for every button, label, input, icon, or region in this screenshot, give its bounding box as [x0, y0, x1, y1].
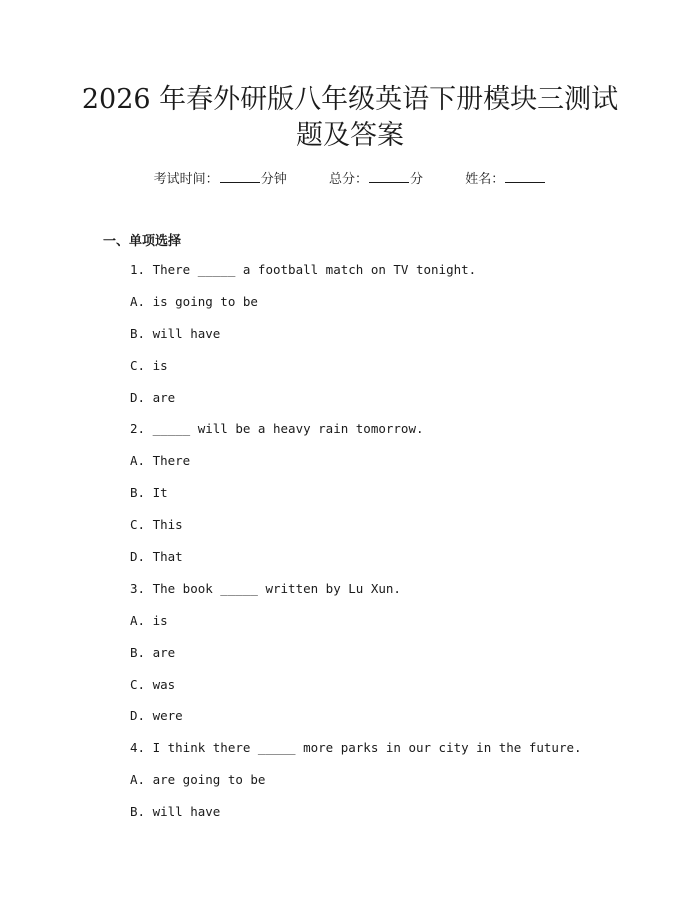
title-line-2: 题及答案 [296, 120, 404, 151]
total-score-unit: 分 [410, 172, 424, 187]
answer-option: D. That [130, 549, 183, 565]
answer-option: B. will have [130, 804, 221, 820]
answer-option: B. will have [130, 325, 221, 341]
exam-time-unit: 分钟 [260, 172, 287, 187]
answer-option: D. were [130, 708, 183, 724]
question-stem: 1. There _____ a football match on TV tonight. [130, 262, 477, 277]
document-title [60, 82, 640, 154]
section-title: 一、单项选择 [103, 234, 182, 249]
answer-option: A. are going to be [130, 772, 266, 788]
answer-option: C. was [130, 676, 176, 692]
name-blank [505, 170, 545, 183]
title-line-1: 2026 年春外研版八年级英语下册模块三测试 [81, 84, 619, 115]
answer-option: D. are [130, 389, 176, 405]
name-label: 姓名： [465, 172, 505, 187]
answer-option: C. This [130, 517, 183, 533]
answer-option: A. There [130, 453, 191, 469]
answer-option: A. is going to be [130, 293, 258, 309]
question-list [130, 258, 582, 832]
total-score-blank [369, 170, 409, 183]
exam-info-line [0, 168, 700, 187]
exam-time-label: 考试时间： [153, 172, 219, 187]
answer-option: A. is [130, 612, 168, 628]
total-score-label: 总分： [328, 172, 368, 187]
question-stem: 4. I think there _____ more parks in our city in the future. [130, 740, 582, 756]
answer-option: C. is [130, 357, 168, 373]
answer-option: B. It [130, 485, 168, 501]
question-stem: 3. The book _____ written by Lu Xun. [130, 580, 401, 596]
question-stem: 2. _____ will be a heavy rain tomorrow. [130, 421, 424, 437]
answer-option: B. are [130, 644, 176, 660]
exam-time-blank [220, 170, 260, 183]
